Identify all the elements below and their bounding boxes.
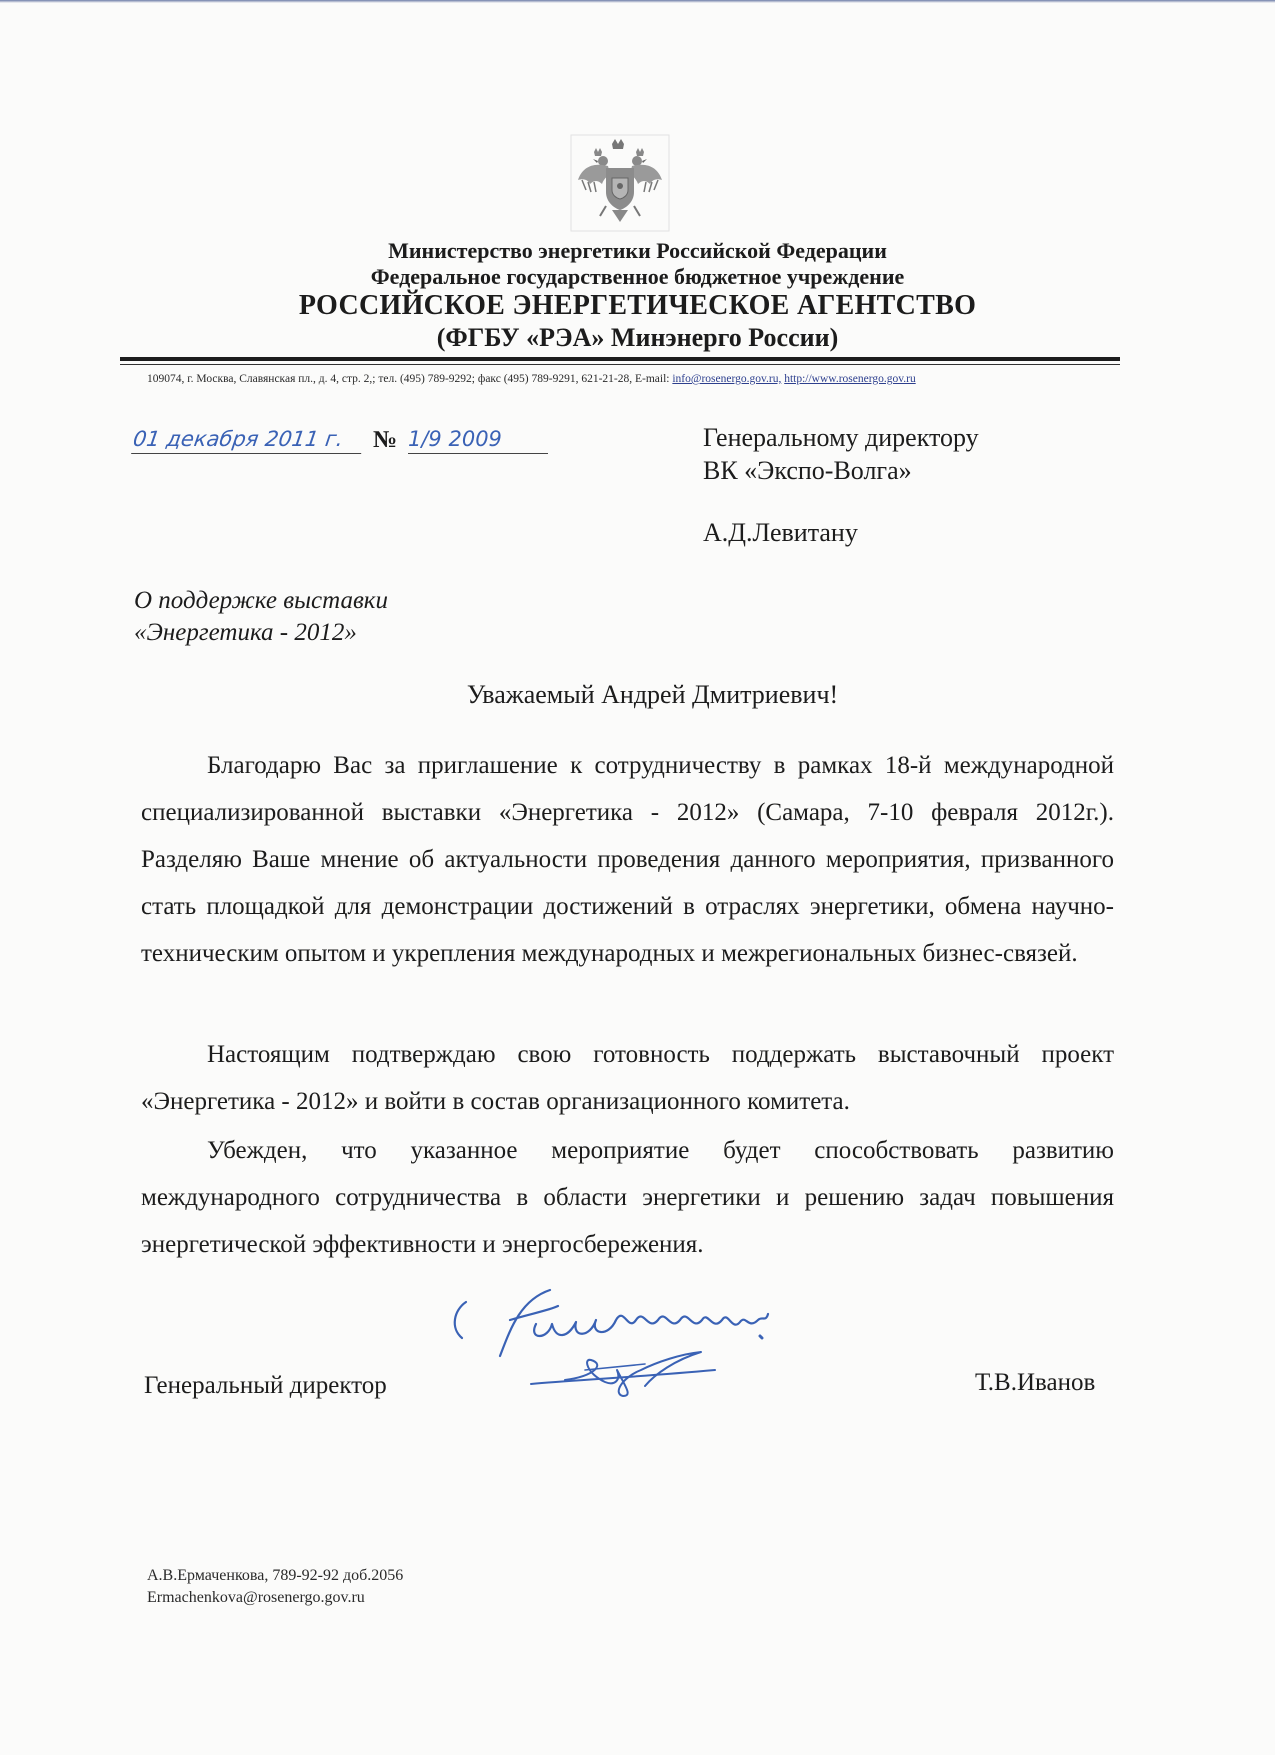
letterhead-divider-thick	[120, 357, 1120, 361]
agency-short-name: (ФГБУ «РЭА» Минэнерго России)	[436, 323, 839, 352]
subject-line-2: «Энергетика - 2012»	[134, 619, 357, 646]
registration-number: 1/9 2009	[408, 427, 548, 454]
website-link[interactable]: http://www.rosenergo.gov.ru	[784, 373, 916, 385]
coat-of-arms-icon	[570, 134, 670, 232]
signer-position: Генеральный директор	[144, 1372, 387, 1399]
institution-type: Федеральное государственное бюджетное учреждение	[370, 264, 905, 289]
registration-line	[133, 427, 553, 467]
email-link[interactable]: info@rosenergo.gov.ru,	[672, 373, 782, 385]
executor-name-phone: А.В.Ермаченкова, 789-92-92 доб.2056	[147, 1567, 404, 1584]
signer-name: Т.В.Иванов	[975, 1369, 1096, 1396]
contact-address: 109074, г. Москва, Славянская пл., д. 4, стр. 2,; тел. (495) 789-9292; факс (495) 789-9291, 621-21-28, E-mail:	[147, 373, 673, 385]
body-paragraph-2: Настоящим подтверждаю свою готовность поддержать выставочный проект «Энергетика - 2012» и войти в состав организационного комитета.	[141, 1041, 1114, 1115]
addressee-name: А.Д.Левитану	[703, 518, 858, 547]
ministry-name: Министерство энергетики Российской Федерации	[388, 238, 887, 263]
body-paragraph-1: Благодарю Вас за приглашение к сотрудничеству в рамках 18-й международной специализированной выставки «Энергетика - 2012» (Самара, 7-10 февраля 2012г.). Разделяю Ваше мнение об актуальности проведения данного мероприятия, призванного стать площадкой для демонстрации достижений в отраслях энергетики, обмена научно-техническим опытом и укрепления международных и межрегиональных бизнес-связей.	[141, 752, 1114, 967]
salutation: Уважаемый Андрей Дмитриевич!	[466, 680, 839, 709]
letterhead-divider-thin	[120, 364, 1120, 365]
body-paragraph-3: Убежден, что указанное мероприятие будет способствовать развитию международного сотрудничества в области энергетики и решению задач повышения энергетической эффективности и энергосбережения.	[141, 1137, 1114, 1258]
signature	[525, 1340, 725, 1400]
addressee-organization: ВК «Экспо-Волга»	[703, 456, 912, 485]
registration-date: 01 декабря 2011 г.	[131, 427, 365, 454]
addressee-position: Генеральному директору	[703, 423, 979, 452]
agency-name: РОССИЙСКОЕ ЭНЕРГЕТИЧЕСКОЕ АГЕНТСТВО	[298, 290, 977, 321]
executor-email: Ermachenkova@rosenergo.gov.ru	[147, 1589, 365, 1606]
contact-line	[147, 373, 916, 385]
scan-edge	[0, 0, 1275, 3]
subject-line-1: О поддержке выставки	[134, 587, 389, 614]
registration-number-label: №	[373, 427, 398, 453]
